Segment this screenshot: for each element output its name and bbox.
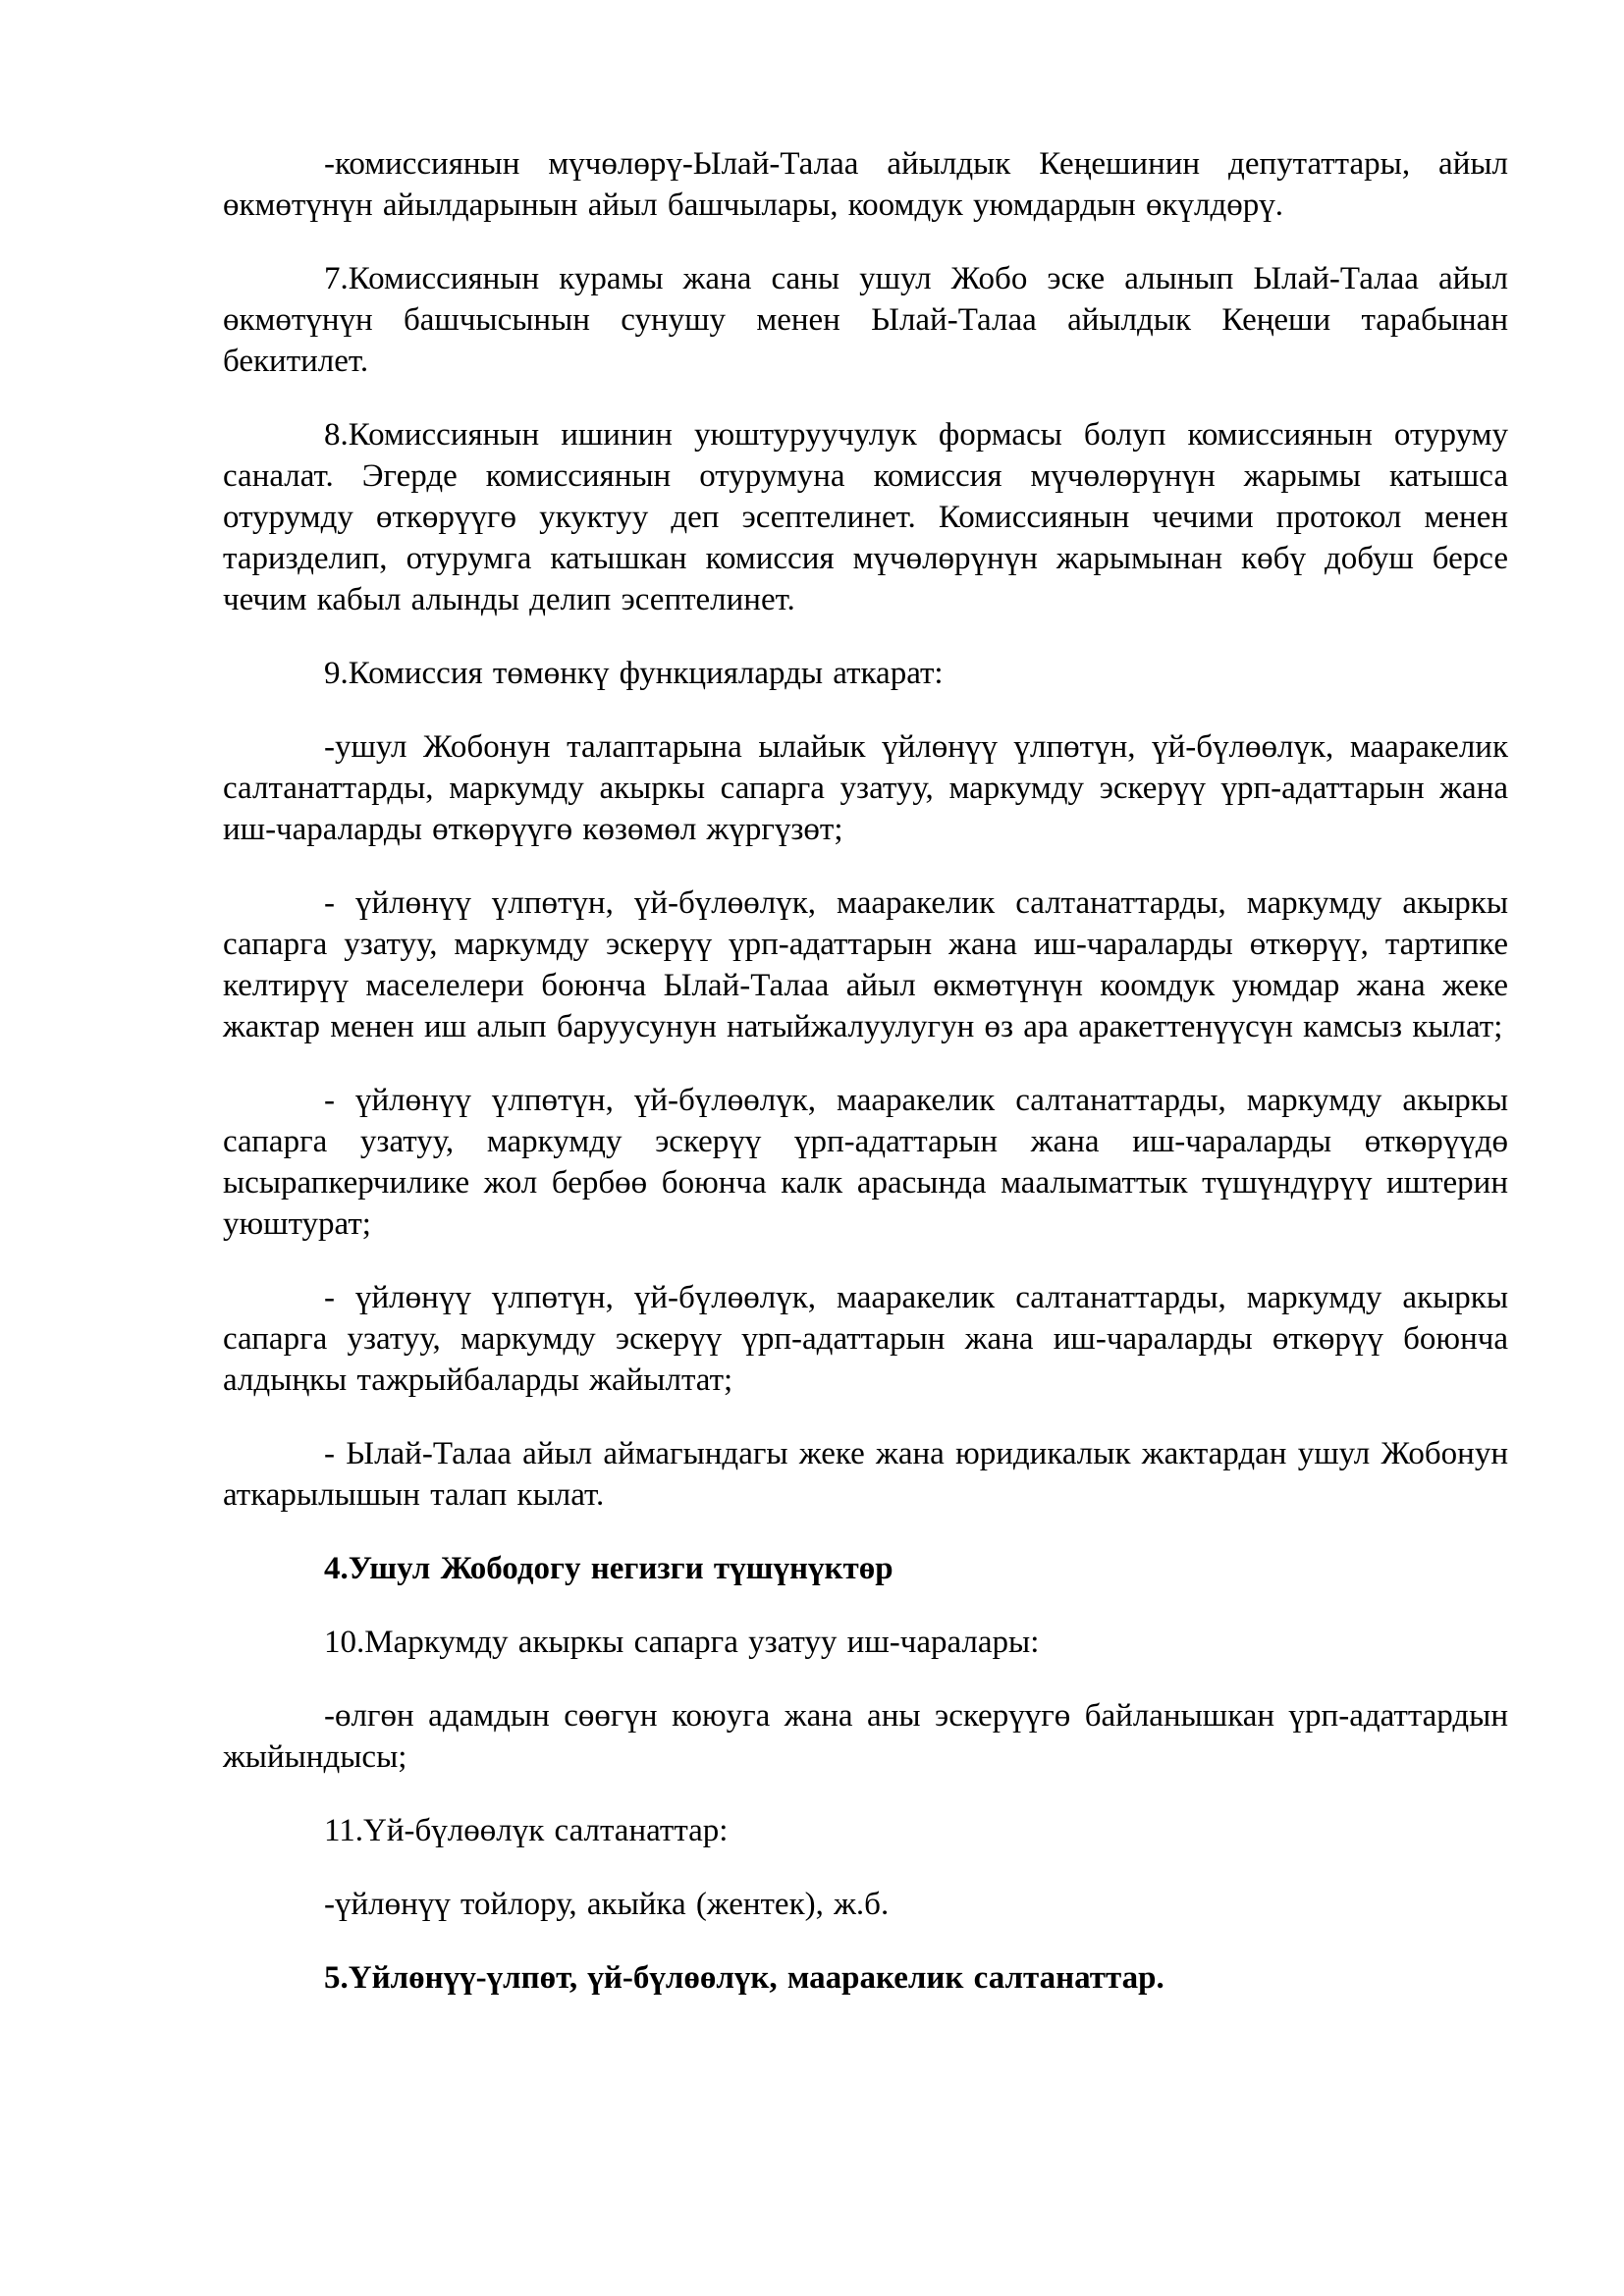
paragraph: 7.Комиссиянын курамы жана саны ушул Жобо эске алынып Ылай-Талаа айыл өкмөтүнүн башчысынын сунушу менен Ылай-Талаа айылдык Кеңеши тарабынан бекитилет. bbox=[223, 261, 1508, 379]
paragraph: 11.Үй-бүлөөлүк салтанаттар: bbox=[324, 1813, 729, 1848]
document-body bbox=[223, 143, 1508, 2031]
paragraph: 10.Маркумду акыркы сапарга узатуу иш-чаралары: bbox=[324, 1625, 1040, 1660]
paragraph: 8.Комиссиянын ишинин уюштуруучулук формасы болуп комиссиянын отуруму саналат. Эгерде комиссиянын отурумуна комиссия мүчөлөрүнүн жарымы катышса отурумду өткөрүүгө укуктуу деп эсептелинет. Комиссиянын чечими протокол менен таризделип, отурумга катышкан комиссия мүчөлөрүнүн жарымынан көбү добуш берсе чечим кабыл алынды делип эсептелинет. bbox=[223, 417, 1508, 617]
paragraph: 9.Комиссия төмөнкү функцияларды аткарат: bbox=[324, 656, 944, 691]
paragraph: - үйлөнүү үлпөтүн, үй-бүлөөлүк, мааракелик салтанаттарды, маркумду акыркы сапарга узатуу, маркумду эскерүү үрп-адаттарын жана иш-чараларды өткөрүү боюнча алдыңкы тажрыйбаларды жайылтат; bbox=[223, 1280, 1508, 1398]
paragraph: -үйлөнүү тойлору, акыйка (жентек), ж.б. bbox=[324, 1887, 890, 1922]
paragraph: - үйлөнүү үлпөтүн, үй-бүлөөлүк, мааракелик салтанаттарды, маркумду акыркы сапарга узатуу, маркумду эскерүү үрп-адаттарын жана иш-чараларды өткөрүүдө ысырапкерчилике жол бербөө боюнча калк арасында маалыматтык түшүндүрүү иштерин уюштурат; bbox=[223, 1083, 1508, 1242]
section-heading: 5.Үйлөнүү-үлпөт, үй-бүлөөлүк, мааракелик салтанаттар. bbox=[324, 1960, 1164, 1996]
paragraph: -ушул Жобонун талаптарына ылайык үйлөнүү үлпөтүн, үй-бүлөөлүк, мааракелик салтанаттарды, маркумду акыркы сапарга узатуу, маркумду эскерүү үрп-адаттарын жана иш-чараларды өткөрүүгө көзөмөл жүргүзөт; bbox=[223, 729, 1508, 847]
section-heading: 4.Ушул Жободогу негизги түшүнүктөр bbox=[324, 1551, 893, 1586]
paragraph: -комиссиянын мүчөлөрү-Ылай-Талаа айылдык Кеңешинин депутаттары, айыл өкмөтүнүн айылдарынын айыл башчылары, коомдук уюмдардын өкүлдөрү. bbox=[223, 146, 1508, 223]
paragraph: -өлгөн адамдын сөөгүн коюуга жана аны эскерүүгө байланышкан үрп-адаттардын жыйындысы; bbox=[223, 1698, 1508, 1775]
paragraph: - Ылай-Талаа айыл аймагындагы жеке жана юридикалык жактардан ушул Жобонун аткарылышын талап кылат. bbox=[223, 1436, 1508, 1513]
paragraph: - үйлөнүү үлпөтүн, үй-бүлөөлүк, мааракелик салтанаттарды, маркумду акыркы сапарга узатуу, маркумду эскерүү үрп-адаттарын жана иш-чараларды өткөрүү, тартипке келтирүү маселелери боюнча Ылай-Талаа айыл өкмөтүнүн коомдук уюмдар жана жеке жактар менен иш алып баруусунун натыйжалуулугун өз ара аракеттенүүсүн камсыз кылат; bbox=[223, 885, 1508, 1044]
